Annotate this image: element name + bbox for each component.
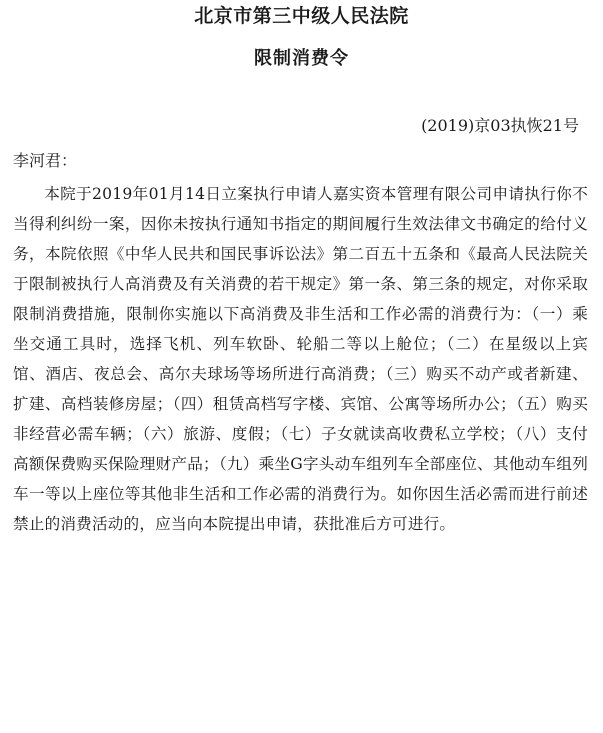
body-paragraph: 本院于2019年01月14日立案执行申请人嘉实资本管理有限公司申请执行你不当得利纠纷一案，因你未按执行通知书指定的期间履行生效法律文书确定的给付义务，本院依照《中华人民共和国民事诉讼法》第二百五十五条和《最高人民法院关于限制被执行人高消费及有关消费的若干规定》第一条、第三条的规定，对你采取限制消费措施，限制你实施以下高消费及非生活和工作必需的消费行为：（一）乘坐交通工具时，选择飞机、列车软卧、轮船二等以上舱位；（二）在星级以上宾馆、酒店、夜总会、高尔夫球场等场所进行高消费；（三）购买不动产或者新建、扩建、高档装修房屋；（四）租赁高档写字楼、宾馆、公寓等场所办公；（五）购买非经营必需车辆；（六）旅游、度假；（七）子女就读高收费私立学校；（八）支付高额保费购买保险理财产品；（九）乘坐G字头动车组列车全部座位、其他动车组列车一等以上座位等其他非生活和工作必需的消费行为。如你因生活必需而进行前述禁止的消费活动的，应当向本院提出申请，获批准后方可进行。 xyxy=(13,185,588,533)
case-number: (2019)京03执恢21号 xyxy=(421,116,579,135)
addressee: 李河君： xyxy=(13,151,78,170)
document-title: 限制消费令 xyxy=(254,48,349,69)
court-name: 北京市第三中级人民法院 xyxy=(194,5,409,27)
